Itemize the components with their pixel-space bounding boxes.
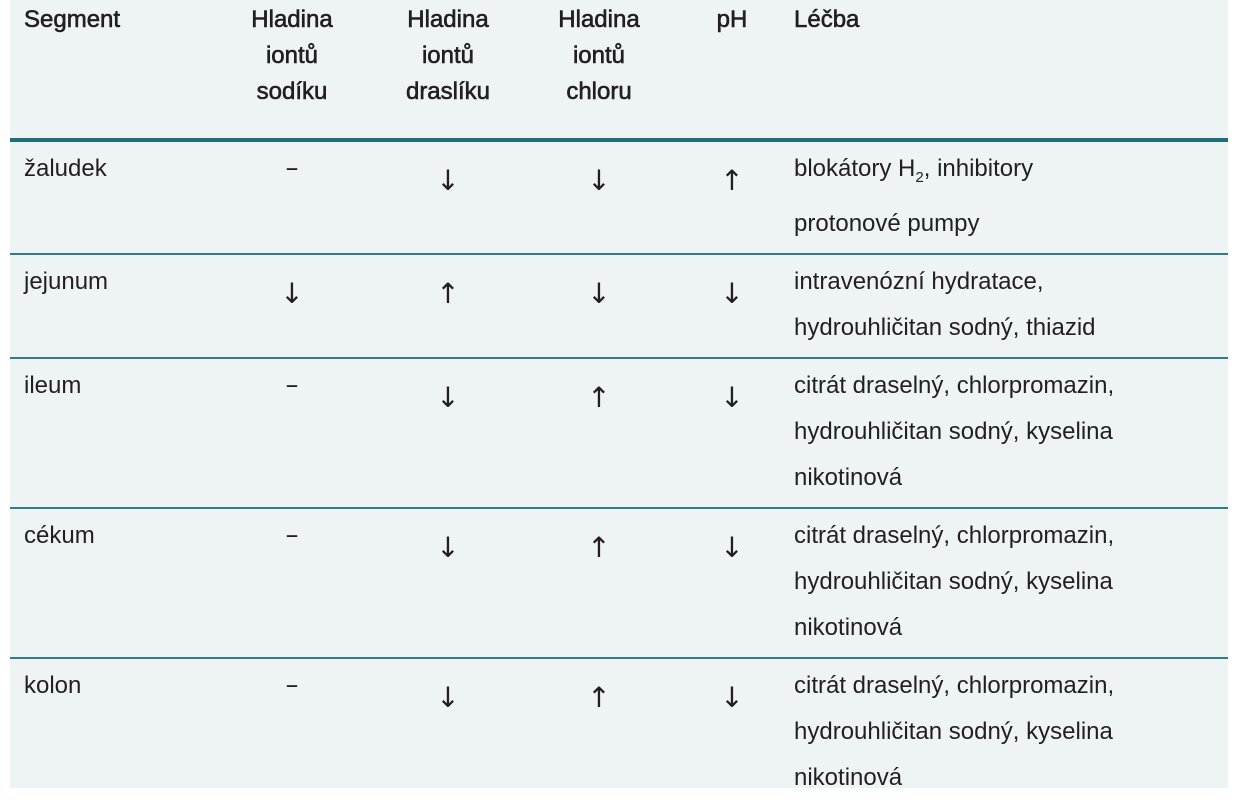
header-sodium	[212, 0, 372, 140]
cell-potassium	[372, 140, 524, 254]
electrolyte-treatment-table	[10, 0, 1228, 807]
cell-potassium	[372, 254, 524, 358]
cell-chloride	[524, 254, 674, 358]
cell-segment: žaludek	[24, 155, 107, 182]
header-chloride-line: iontů	[572, 42, 626, 69]
cell-sodium	[212, 508, 372, 658]
treatment-line: hydrouhličitan sodný, thiazid	[794, 314, 1096, 341]
cell-sodium	[212, 254, 372, 358]
arrow-down-icon: ↓	[436, 381, 460, 414]
cell-potassium	[372, 508, 524, 658]
cell-ph	[674, 658, 790, 807]
header-ph	[674, 0, 790, 140]
cell-ph	[674, 508, 790, 658]
arrow-down-icon: ↓	[720, 681, 744, 714]
arrow-down-icon: ↓	[587, 164, 611, 197]
header-potassium-line: iontů	[421, 42, 475, 69]
header-chloride-line: Hladina	[558, 6, 640, 33]
cell-segment: jejunum	[24, 268, 109, 295]
cell-chloride	[524, 658, 674, 807]
cell-treatment	[790, 658, 1228, 807]
treatment-line: nikotinová	[794, 764, 903, 791]
table-panel	[10, 0, 1228, 791]
treatment-line: nikotinová	[794, 614, 903, 641]
treatment-line: hydrouhličitan sodný, kyselina	[794, 418, 1113, 445]
header-potassium	[372, 0, 524, 140]
header-treatment-label: Léčba	[794, 6, 860, 33]
header-sodium-line: Hladina	[251, 6, 333, 33]
cell-chloride	[524, 140, 674, 254]
header-sodium-line: sodíku	[256, 78, 328, 105]
header-chloride-line: chloru	[566, 78, 632, 105]
treatment-line: hydrouhličitan sodný, kyselina	[794, 568, 1113, 595]
header-ph-label: pH	[716, 6, 748, 33]
no-change-symbol: –	[285, 520, 299, 550]
arrow-down-icon: ↓	[720, 531, 744, 564]
treatment-line: citrát draselný, chlorpromazin,	[794, 522, 1115, 549]
header-chloride	[524, 0, 674, 140]
arrow-up-icon: ↑	[587, 531, 611, 564]
treatment-line	[794, 146, 1216, 201]
cell-potassium	[372, 358, 524, 508]
no-change-symbol: –	[285, 153, 299, 183]
treatment-line: hydrouhličitan sodný, kyselina	[794, 718, 1113, 745]
treatment-line: nikotinová	[794, 464, 903, 491]
arrow-down-icon: ↓	[587, 277, 611, 310]
cell-segment: ileum	[24, 372, 82, 399]
cell-sodium	[212, 658, 372, 807]
header-treatment	[790, 0, 1228, 140]
table-header	[10, 0, 1228, 140]
cell-segment: kolon	[24, 672, 82, 699]
cell-ph	[674, 358, 790, 508]
cell-treatment	[790, 358, 1228, 508]
cell-treatment	[790, 508, 1228, 658]
cell-chloride	[524, 358, 674, 508]
cell-ph	[674, 254, 790, 358]
header-segment-label: Segment	[24, 6, 121, 33]
treatment-text: , inhibitory	[923, 155, 1034, 182]
cell-treatment	[790, 254, 1228, 358]
table-row	[10, 254, 1228, 358]
header-sodium-line: iontů	[265, 42, 319, 69]
cell-treatment	[790, 140, 1228, 254]
arrow-down-icon: ↓	[720, 277, 744, 310]
header-potassium-line: draslíku	[405, 78, 491, 105]
cell-sodium	[212, 140, 372, 254]
arrow-up-icon: ↑	[587, 681, 611, 714]
cell-sodium	[212, 358, 372, 508]
arrow-down-icon: ↓	[436, 164, 460, 197]
cell-segment: cékum	[24, 522, 95, 549]
arrow-up-icon: ↑	[587, 381, 611, 414]
table-row	[10, 508, 1228, 658]
table-row	[10, 658, 1228, 807]
treatment-line: citrát draselný, chlorpromazin,	[794, 672, 1115, 699]
table-body	[10, 140, 1228, 807]
cell-ph	[674, 140, 790, 254]
cell-potassium	[372, 658, 524, 807]
treatment-line: intravenózní hydratace,	[794, 268, 1044, 295]
no-change-symbol: –	[285, 370, 299, 400]
header-segment	[10, 0, 212, 140]
arrow-down-icon: ↓	[280, 277, 304, 310]
treatment-line: citrát draselný, chlorpromazin,	[794, 372, 1115, 399]
header-row	[10, 0, 1228, 140]
header-potassium-line: Hladina	[407, 6, 489, 33]
treatment-text: blokátory H	[794, 155, 916, 182]
treatment-subscript: 2	[915, 169, 924, 186]
cell-chloride	[524, 508, 674, 658]
arrow-down-icon: ↓	[720, 381, 744, 414]
no-change-symbol: –	[285, 670, 299, 700]
table-row	[10, 358, 1228, 508]
arrow-down-icon: ↓	[436, 681, 460, 714]
arrow-down-icon: ↓	[436, 531, 460, 564]
table-row	[10, 140, 1228, 254]
arrow-up-icon: ↑	[436, 277, 460, 310]
arrow-up-icon: ↑	[720, 164, 744, 197]
treatment-line: protonové pumpy	[794, 210, 980, 237]
